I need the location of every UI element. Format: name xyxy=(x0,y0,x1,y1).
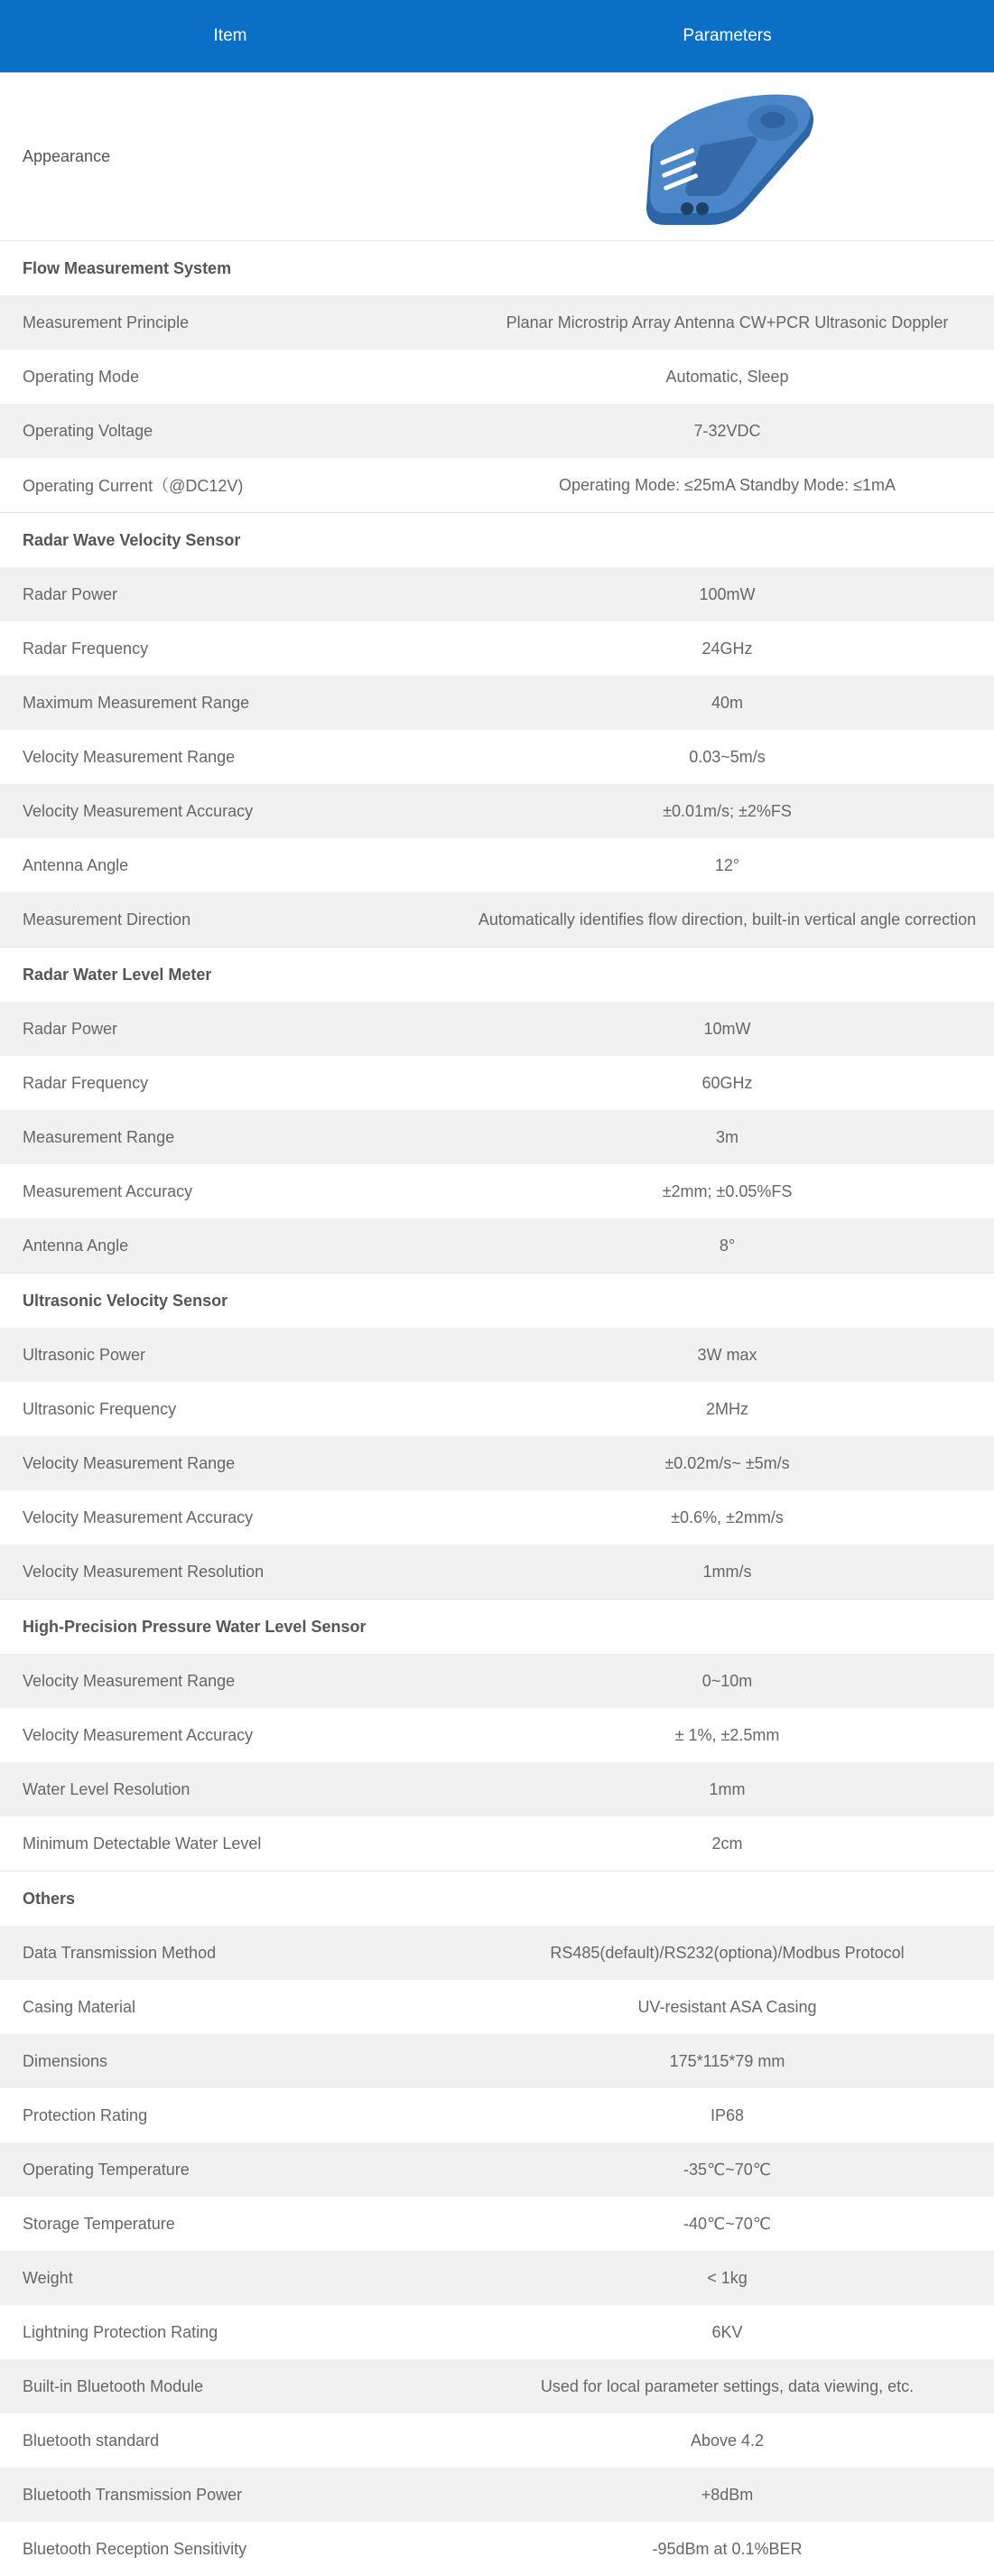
table-row xyxy=(0,730,994,784)
row-label: Casing Material xyxy=(23,1997,136,2016)
table-row xyxy=(0,892,994,947)
row-value: -35℃~70℃ xyxy=(683,2160,771,2179)
row-value: 1mm/s xyxy=(702,1562,752,1581)
row-value: 100mW xyxy=(699,584,756,603)
table-row xyxy=(0,1436,994,1490)
row-value: 12° xyxy=(714,855,740,874)
row-label: Built-in Bluetooth Module xyxy=(23,2376,204,2395)
row-value: 2MHz xyxy=(705,1399,748,1418)
row-label: Measurement Principle xyxy=(23,313,190,331)
table-row xyxy=(0,1708,994,1762)
table-row xyxy=(0,1218,994,1273)
table-row xyxy=(0,1490,994,1545)
row-label: Ultrasonic Frequency xyxy=(23,1399,177,1418)
row-label: Dimensions xyxy=(23,2051,108,2070)
table-row xyxy=(0,2413,994,2468)
row-value: 2cm xyxy=(711,1834,743,1853)
row-label: Weight xyxy=(23,2268,73,2287)
row-label: Lightning Protection Rating xyxy=(23,2322,218,2341)
table-row xyxy=(0,838,994,892)
row-value: Planar Microstrip Array Antenna CW+PCR Ultrasonic Doppler xyxy=(506,313,949,331)
table-row xyxy=(0,1328,994,1382)
row-value: -40℃~70℃ xyxy=(683,2214,771,2233)
row-value: +8dBm xyxy=(701,2485,754,2504)
row-value: ± 1%, ±2.5mm xyxy=(674,1725,780,1744)
row-value: 40m xyxy=(711,693,743,712)
row-label: Antenna Angle xyxy=(23,855,129,874)
row-value: 175*115*79 mm xyxy=(669,2051,785,2070)
row-label: Velocity Measurement Range xyxy=(23,1671,236,1690)
section-title: Flow Measurement System xyxy=(23,258,232,277)
row-label: Minimum Detectable Water Level xyxy=(23,1834,262,1853)
row-value: Operating Mode: ≤25mA Standby Mode: ≤1mA xyxy=(559,475,896,494)
row-label: Data Transmission Method xyxy=(23,1943,217,1962)
row-label: Water Level Resolution xyxy=(23,1779,190,1798)
header-item: Item xyxy=(213,26,247,45)
table-row xyxy=(0,295,994,350)
row-value: 0~10m xyxy=(701,1671,753,1690)
table-row xyxy=(0,2197,994,2251)
row-value: ±0.02m/s~ ±5m/s xyxy=(664,1453,790,1472)
table-row xyxy=(0,2251,994,2305)
row-label: Velocity Measurement Accuracy xyxy=(23,1725,254,1744)
row-value: 6KV xyxy=(711,2322,743,2341)
row-value: 7-32VDC xyxy=(693,421,761,440)
row-value: < 1kg xyxy=(707,2268,748,2287)
row-value: 3m xyxy=(715,1127,739,1146)
table-row xyxy=(0,676,994,730)
row-label: Protection Rating xyxy=(23,2105,148,2124)
row-label: Velocity Measurement Range xyxy=(23,1453,236,1472)
table-row xyxy=(0,1164,994,1218)
radar-flow-meter-icon xyxy=(637,82,818,231)
row-value: Above 4.2 xyxy=(690,2431,765,2450)
table-row xyxy=(0,1382,994,1436)
row-label: Velocity Measurement Resolution xyxy=(23,1562,265,1581)
table-row xyxy=(0,404,994,458)
row-value: Automatically identifies flow direction, built-in vertical angle correction xyxy=(478,910,977,929)
table-row xyxy=(0,784,994,838)
section-header xyxy=(0,947,994,1002)
row-value: Automatic, Sleep xyxy=(665,367,789,386)
row-value: 10mW xyxy=(703,1019,751,1038)
table-row xyxy=(0,2468,994,2522)
row-label: Velocity Measurement Accuracy xyxy=(23,801,254,820)
table-row xyxy=(0,2034,994,2088)
table-header xyxy=(0,0,994,73)
row-value: -95dBm at 0.1%BER xyxy=(652,2539,803,2558)
appearance-row xyxy=(0,73,994,241)
row-label: Operating Temperature xyxy=(23,2160,190,2179)
row-label: Antenna Angle xyxy=(23,1236,129,1255)
row-value: 3W max xyxy=(697,1345,757,1364)
row-value: Used for local parameter settings, data viewing, etc. xyxy=(540,2376,915,2395)
section-title: High-Precision Pressure Water Level Sensor xyxy=(23,1617,367,1636)
row-value: ±0.6%, ±2mm/s xyxy=(671,1507,784,1526)
table-row xyxy=(0,1926,994,1980)
row-label: Measurement Range xyxy=(23,1127,175,1146)
table-row xyxy=(0,1980,994,2034)
row-label: Bluetooth standard xyxy=(23,2431,160,2450)
table-row xyxy=(0,1816,994,1871)
row-label: Velocity Measurement Range xyxy=(23,747,236,766)
header-parameters: Parameters xyxy=(683,26,772,45)
section-header xyxy=(0,1273,994,1328)
device-image xyxy=(460,82,994,231)
section-title: Radar Wave Velocity Sensor xyxy=(23,530,241,549)
row-label: Measurement Direction xyxy=(23,910,191,929)
row-value: 0.03~5m/s xyxy=(689,747,766,766)
row-value: 60GHz xyxy=(701,1073,753,1092)
table-row xyxy=(0,2305,994,2359)
section-header xyxy=(0,241,994,295)
table-row xyxy=(0,2142,994,2197)
row-label: Storage Temperature xyxy=(23,2214,175,2233)
table-row xyxy=(0,2522,994,2576)
row-label: Bluetooth Reception Sensitivity xyxy=(23,2539,247,2558)
row-label: Operating Voltage xyxy=(23,421,153,440)
section-title: Others xyxy=(23,1889,76,1908)
row-value: ±2mm; ±0.05%FS xyxy=(662,1181,793,1200)
row-label: Ultrasonic Power xyxy=(23,1345,146,1364)
row-label: Radar Power xyxy=(23,1019,118,1038)
row-value: 1mm xyxy=(709,1779,746,1798)
table-row xyxy=(0,2359,994,2413)
row-label: Bluetooth Transmission Power xyxy=(23,2485,243,2504)
row-label: Radar Power xyxy=(23,584,118,603)
table-row xyxy=(0,1002,994,1056)
table-row xyxy=(0,1762,994,1816)
table-row xyxy=(0,567,994,621)
table-row xyxy=(0,1545,994,1599)
section-header xyxy=(0,1599,994,1654)
row-label: Velocity Measurement Accuracy xyxy=(23,1507,254,1526)
table-row xyxy=(0,458,994,512)
section-title: Radar Water Level Meter xyxy=(23,965,212,984)
table-row xyxy=(0,350,994,404)
row-label: Measurement Accuracy xyxy=(23,1181,193,1200)
table-row xyxy=(0,1654,994,1708)
row-label: Radar Frequency xyxy=(23,639,149,658)
section-header xyxy=(0,1871,994,1926)
row-value: 8° xyxy=(719,1236,736,1255)
row-value: RS485(default)/RS232(optiona)/Modbus Protocol xyxy=(550,1943,905,1962)
table-row xyxy=(0,1056,994,1110)
row-label: Maximum Measurement Range xyxy=(23,693,250,712)
section-title: Ultrasonic Velocity Sensor xyxy=(23,1291,228,1310)
table-row xyxy=(0,2088,994,2142)
row-value: IP68 xyxy=(710,2105,745,2124)
spec-rows xyxy=(0,241,994,2576)
row-label: Operating Mode xyxy=(23,367,140,386)
row-value: 24GHz xyxy=(701,639,753,658)
row-value: ±0.01m/s; ±2%FS xyxy=(663,801,792,820)
appearance-label: Appearance xyxy=(23,147,111,165)
table-row xyxy=(0,621,994,676)
row-label: Operating Current（@DC12V) xyxy=(23,477,244,495)
row-label: Radar Frequency xyxy=(23,1073,149,1092)
section-header xyxy=(0,512,994,567)
row-value: UV-resistant ASA Casing xyxy=(637,1997,817,2016)
table-row xyxy=(0,1110,994,1164)
